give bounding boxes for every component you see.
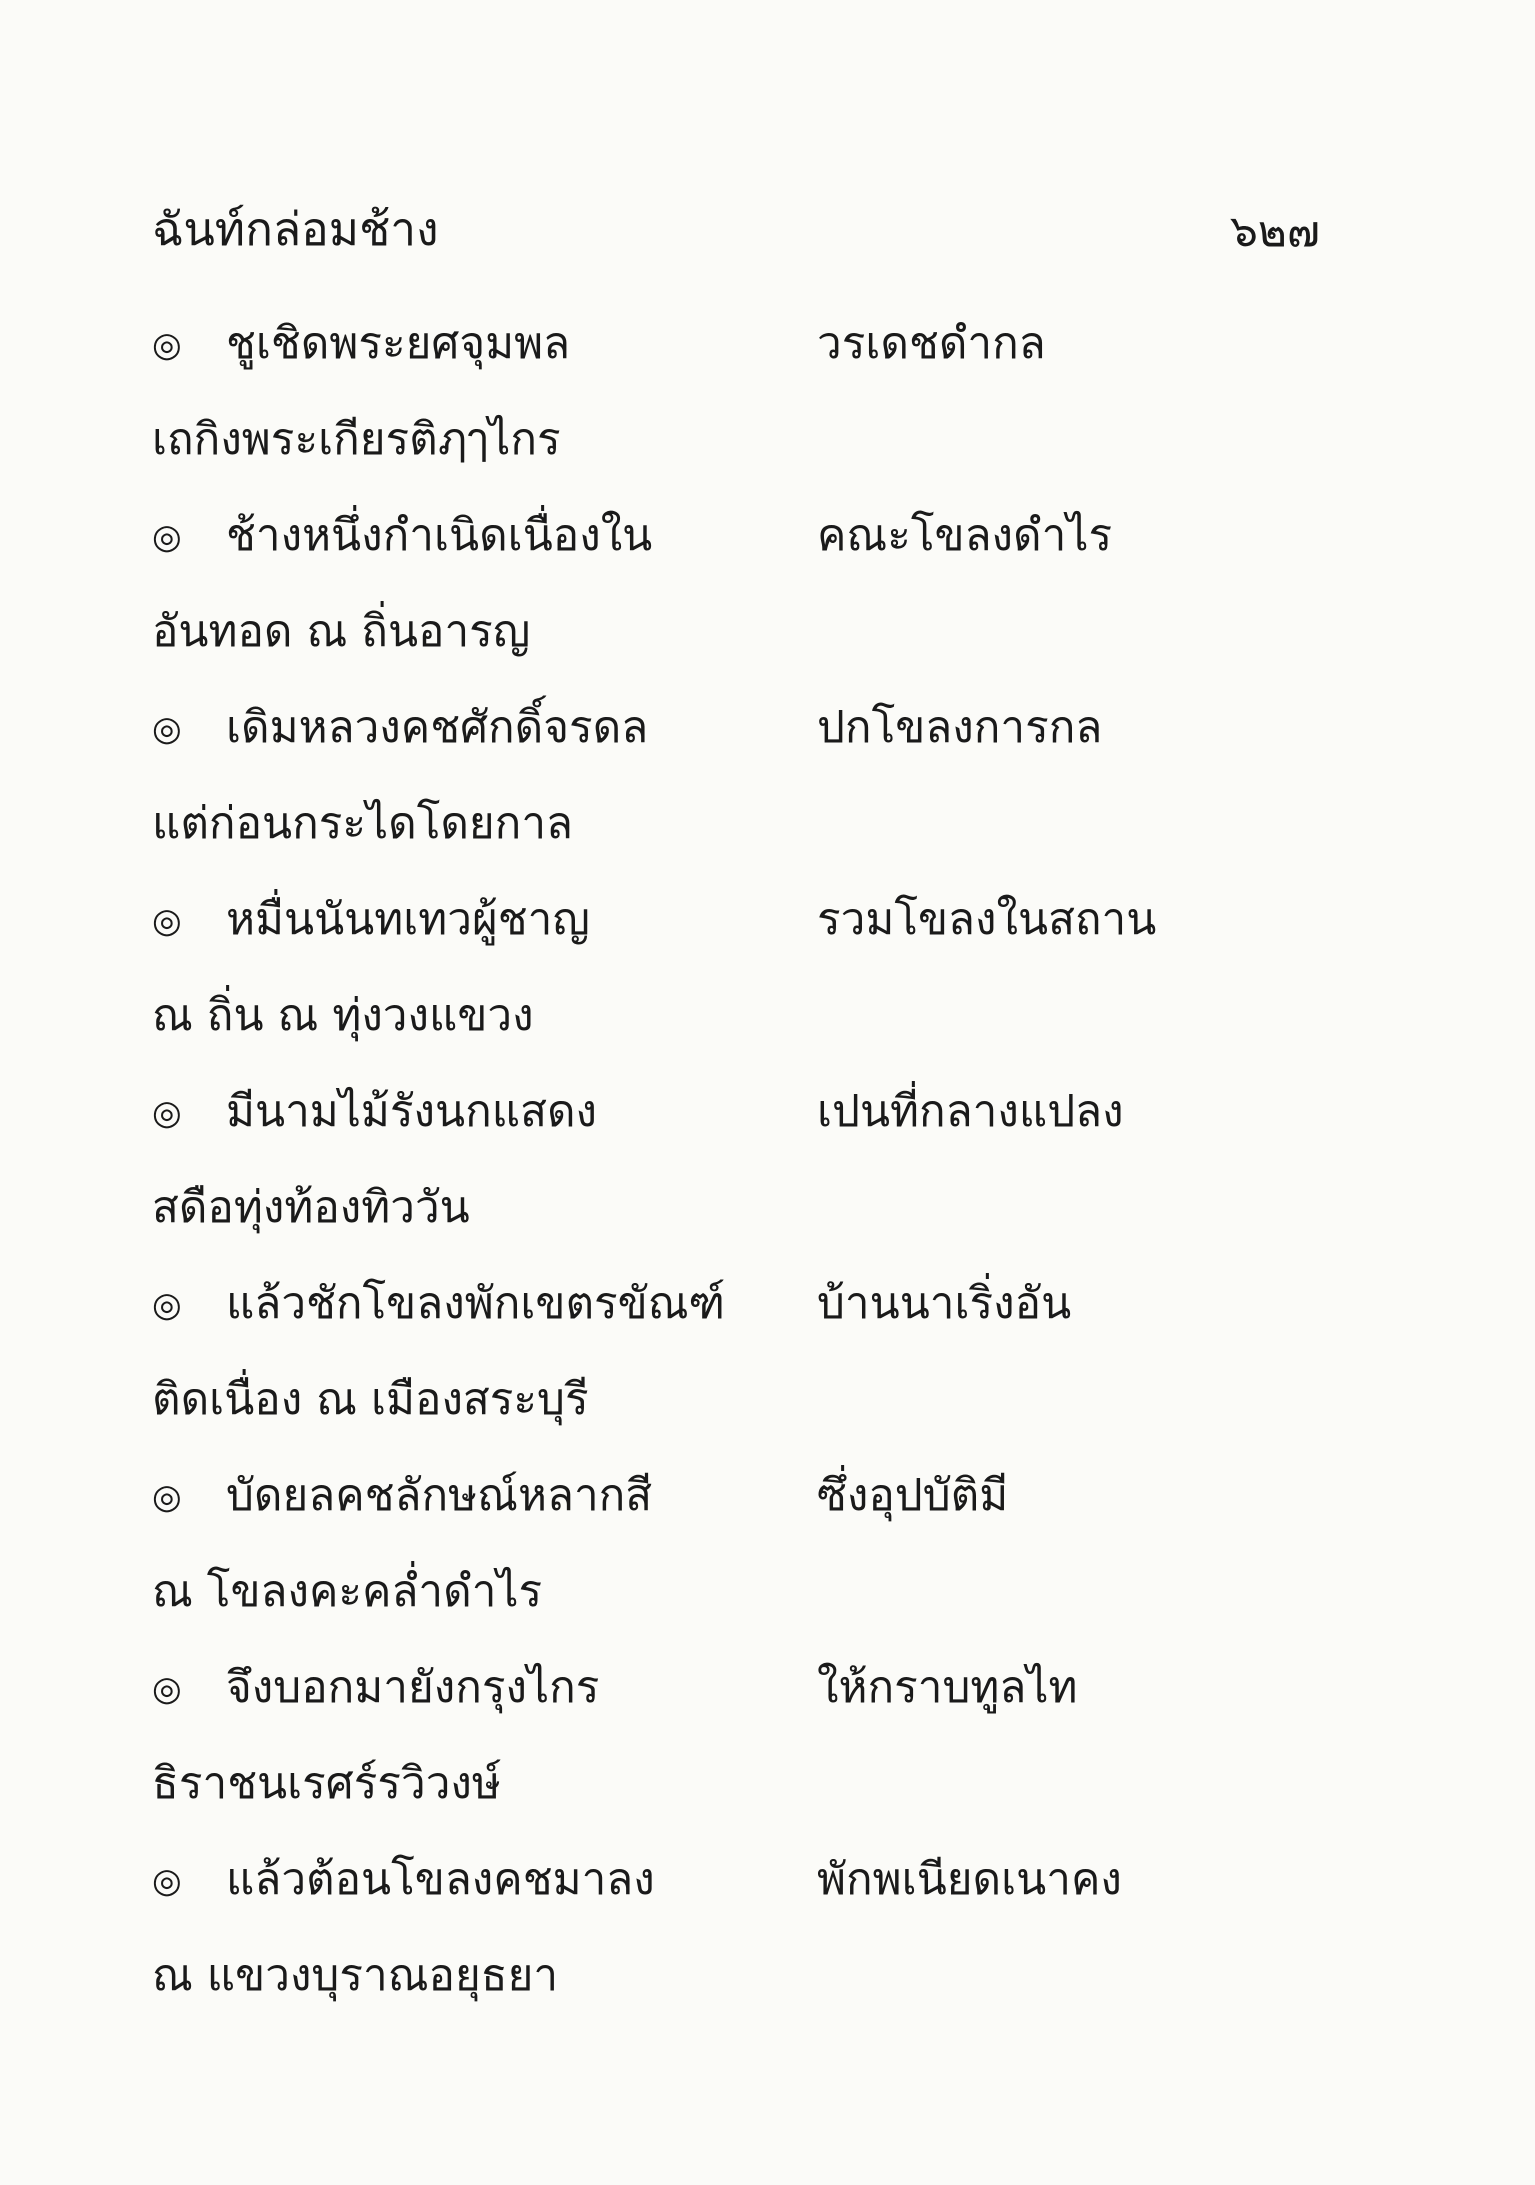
verse-first-half: แล้วชักโขลงพักเขตรขัณฑ์ (226, 1278, 726, 1329)
verse-first-half: ช้างหนึ่งกำเนิดเนื่องใน (226, 510, 653, 561)
verse-line (152, 1470, 1382, 1570)
verse-marker-icon: ◎ (152, 517, 182, 557)
verse-continuation: อันทอด ณ ถิ่นอารญ (152, 606, 531, 657)
verse-line (152, 894, 1382, 994)
verse-continuation: เถกิงพระเกียรติฦๅไกร (152, 414, 561, 465)
stanza (152, 702, 1382, 898)
stanza (152, 1278, 1382, 1474)
verse-marker-icon: ◎ (152, 325, 182, 365)
verse-first-half: บัดยลคชลักษณ์หลากสี (226, 1470, 653, 1521)
verse-continuation: สดือทุ่งท้องทิววัน (152, 1182, 470, 1233)
verse-continuation: ณ แขวงบุราณอยุธยา (152, 1950, 559, 2001)
verse-first-half: เดิมหลวงคชศักดิ์จรดล (226, 702, 649, 753)
verse-line (152, 702, 1382, 802)
verse-continuation: ณ ถิ่น ณ ทุ่งวงแขวง (152, 990, 534, 1041)
verse-second-half: ให้กราบทูลไท (817, 1662, 1078, 1713)
verse-second-half: บ้านนาเริ่งอัน (817, 1278, 1072, 1329)
verse-continuation: ณ โขลงคะคล่ำดำไร (152, 1566, 543, 1617)
verse-marker-icon: ◎ (152, 709, 182, 749)
verse-second-half: ปกโขลงการกล (817, 702, 1103, 753)
stanza (152, 894, 1382, 1090)
verse-second-half: พักพเนียดเนาคง (817, 1854, 1122, 1905)
verse-second-half: คณะโขลงดำไร (817, 510, 1113, 561)
verse-marker-icon: ◎ (152, 1861, 182, 1901)
stanza (152, 1470, 1382, 1666)
stanza (152, 1854, 1382, 2050)
stanza (152, 510, 1382, 706)
verse-second-half: รวมโขลงในสถาน (817, 894, 1157, 945)
stanza (152, 318, 1382, 514)
verse-marker-icon: ◎ (152, 1477, 182, 1517)
verse-line (152, 510, 1382, 610)
verse-marker-icon: ◎ (152, 1285, 182, 1325)
poem-body (152, 318, 1382, 2050)
verse-first-half: มีนามไม้รังนกแสดง (226, 1086, 598, 1137)
verse-first-half: จึงบอกมายังกรุงไกร (226, 1662, 600, 1713)
verse-continuation: ธิราชนเรศร์รวิวงษ์ (152, 1758, 501, 1809)
verse-first-half: หมื่นนันทเทวผู้ชาญ (226, 894, 590, 945)
verse-line (152, 1854, 1382, 1954)
verse-second-half: วรเดชดำกล (817, 318, 1046, 369)
verse-marker-icon: ◎ (152, 1093, 182, 1133)
stanza (152, 1086, 1382, 1282)
verse-continuation: ติดเนื่อง ณ เมืองสระบุรี (152, 1374, 589, 1425)
verse-line (152, 1086, 1382, 1186)
verse-first-half: แล้วต้อนโขลงคชมาลง (226, 1854, 655, 1905)
verse-first-half: ชูเชิดพระยศจุมพล (226, 318, 571, 369)
header-title: ฉันท์กล่อมช้าง (152, 202, 439, 256)
verse-line (152, 318, 1382, 418)
verse-line (152, 1662, 1382, 1762)
verse-second-half: เปนที่กลางแปลง (817, 1086, 1124, 1137)
stanza (152, 1662, 1382, 1858)
page-number: ๖๒๗ (1229, 206, 1320, 257)
verse-continuation: แต่ก่อนกระไดโดยกาล (152, 798, 573, 849)
verse-marker-icon: ◎ (152, 901, 182, 941)
verse-line (152, 1278, 1382, 1378)
verse-second-half: ซึ่งอุปบัติมี (817, 1470, 1009, 1521)
verse-marker-icon: ◎ (152, 1669, 182, 1709)
